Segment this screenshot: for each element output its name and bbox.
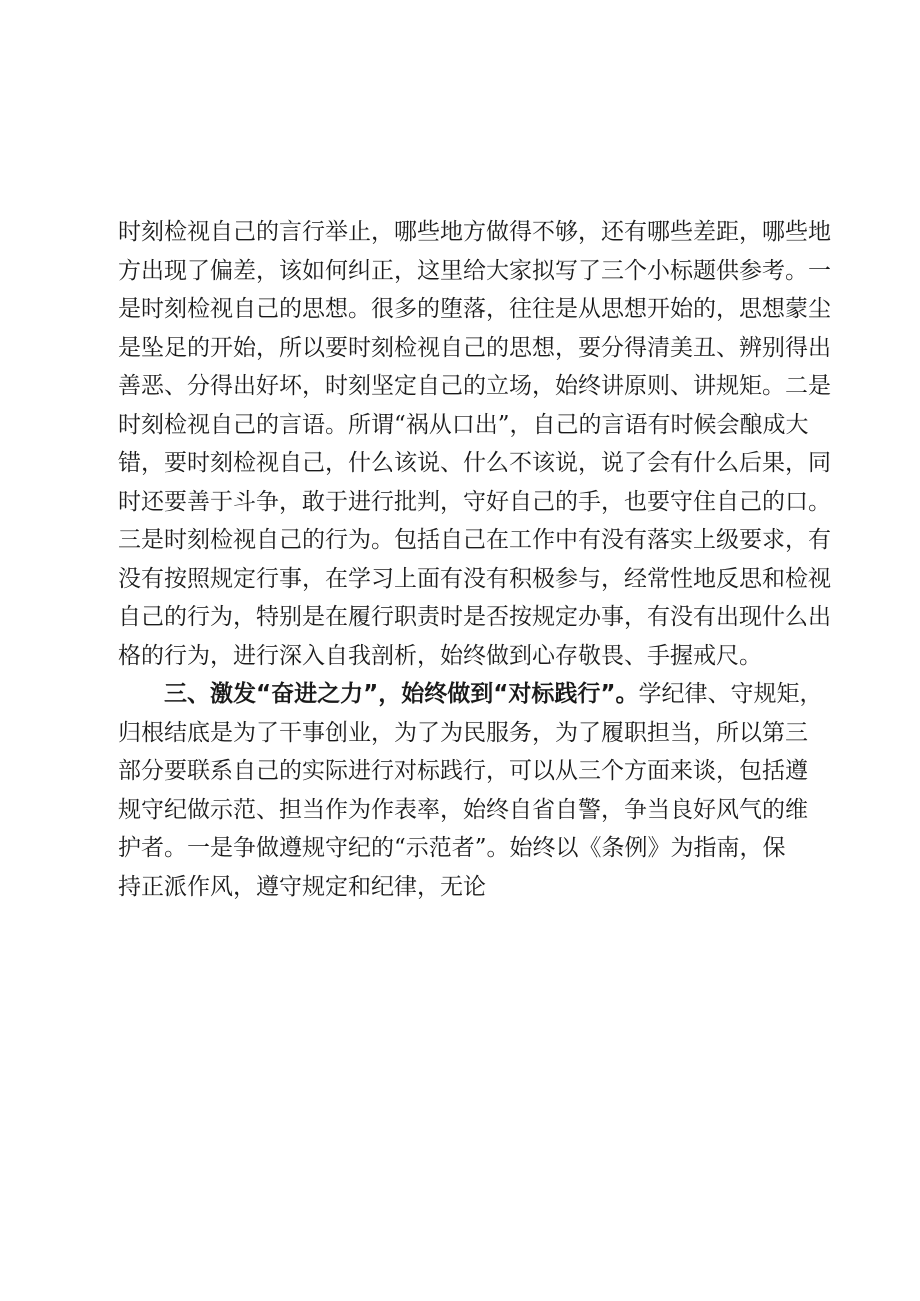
text-line: 错，要时刻检视自己，什么该说、什么不该说，说了会有什么后果，同	[118, 450, 831, 476]
text-line: 规守纪做示范、担当作为作表率，始终自省自警，争当良好风气的维	[118, 796, 808, 823]
document-body	[118, 213, 831, 906]
text-line: 持正派作风，遵守规定和纪律，无论	[118, 873, 486, 900]
text-line: 自己的行为，特别是在履行职责时是否按规定办事，有没有出现什么出	[118, 604, 831, 630]
paragraph-self-examination	[118, 213, 831, 675]
text-line: 时还要善于斗争，敢于进行批判，守好自己的手，也要守住自己的口。	[118, 488, 831, 515]
text-line: 善恶、分得出好坏，时刻坚定自己的立场，始终讲原则、讲规矩。二是	[118, 373, 831, 399]
text-line: 部分要联系自己的实际进行对标践行，可以从三个方面来谈，包括遵	[118, 758, 808, 784]
text-line: 是时刻检视自己的思想。很多的堕落，往往是从思想开始的，思想蒙尘	[118, 296, 831, 322]
heading-line-rest: 学纪律、守规矩，	[638, 681, 823, 707]
section-heading: 三、激发“奋进之力”，始终做到“对标践行”。	[164, 681, 639, 707]
text-line: 格的行为，进行深入自我剖析，始终做到心存敬畏、手握戒尺。	[118, 642, 762, 669]
paragraph-benchmark-practice	[118, 675, 823, 906]
text-line: 时刻检视自己的言行举止，哪些地方做得不够，还有哪些差距，哪些地	[118, 219, 831, 245]
text-line: 是坠足的开始，所以要时刻检视自己的思想，要分得清美丑、辨别得出	[118, 334, 831, 361]
heading-line	[118, 675, 823, 714]
text-line: 时刻检视自己的言语。所谓“祸从口出”，自己的言语有时候会酿成大	[118, 411, 809, 438]
text-line: 三是时刻检视自己的行为。包括自己在工作中有没有落实上级要求，有	[118, 527, 831, 553]
text-line: 方出现了偏差，该如何纠正，这里给大家拟写了三个小标题供参考。一	[118, 257, 831, 284]
text-line: 护者。一是争做遵规守纪的“示范者”。始终以《条例》为指南，保	[118, 835, 786, 861]
text-line: 没有按照规定行事，在学习上面有没有积极参与，经常性地反思和检视	[118, 565, 831, 592]
text-line: 归根结底是为了干事创业，为了为民服务，为了履职担当，所以第三	[118, 719, 808, 746]
